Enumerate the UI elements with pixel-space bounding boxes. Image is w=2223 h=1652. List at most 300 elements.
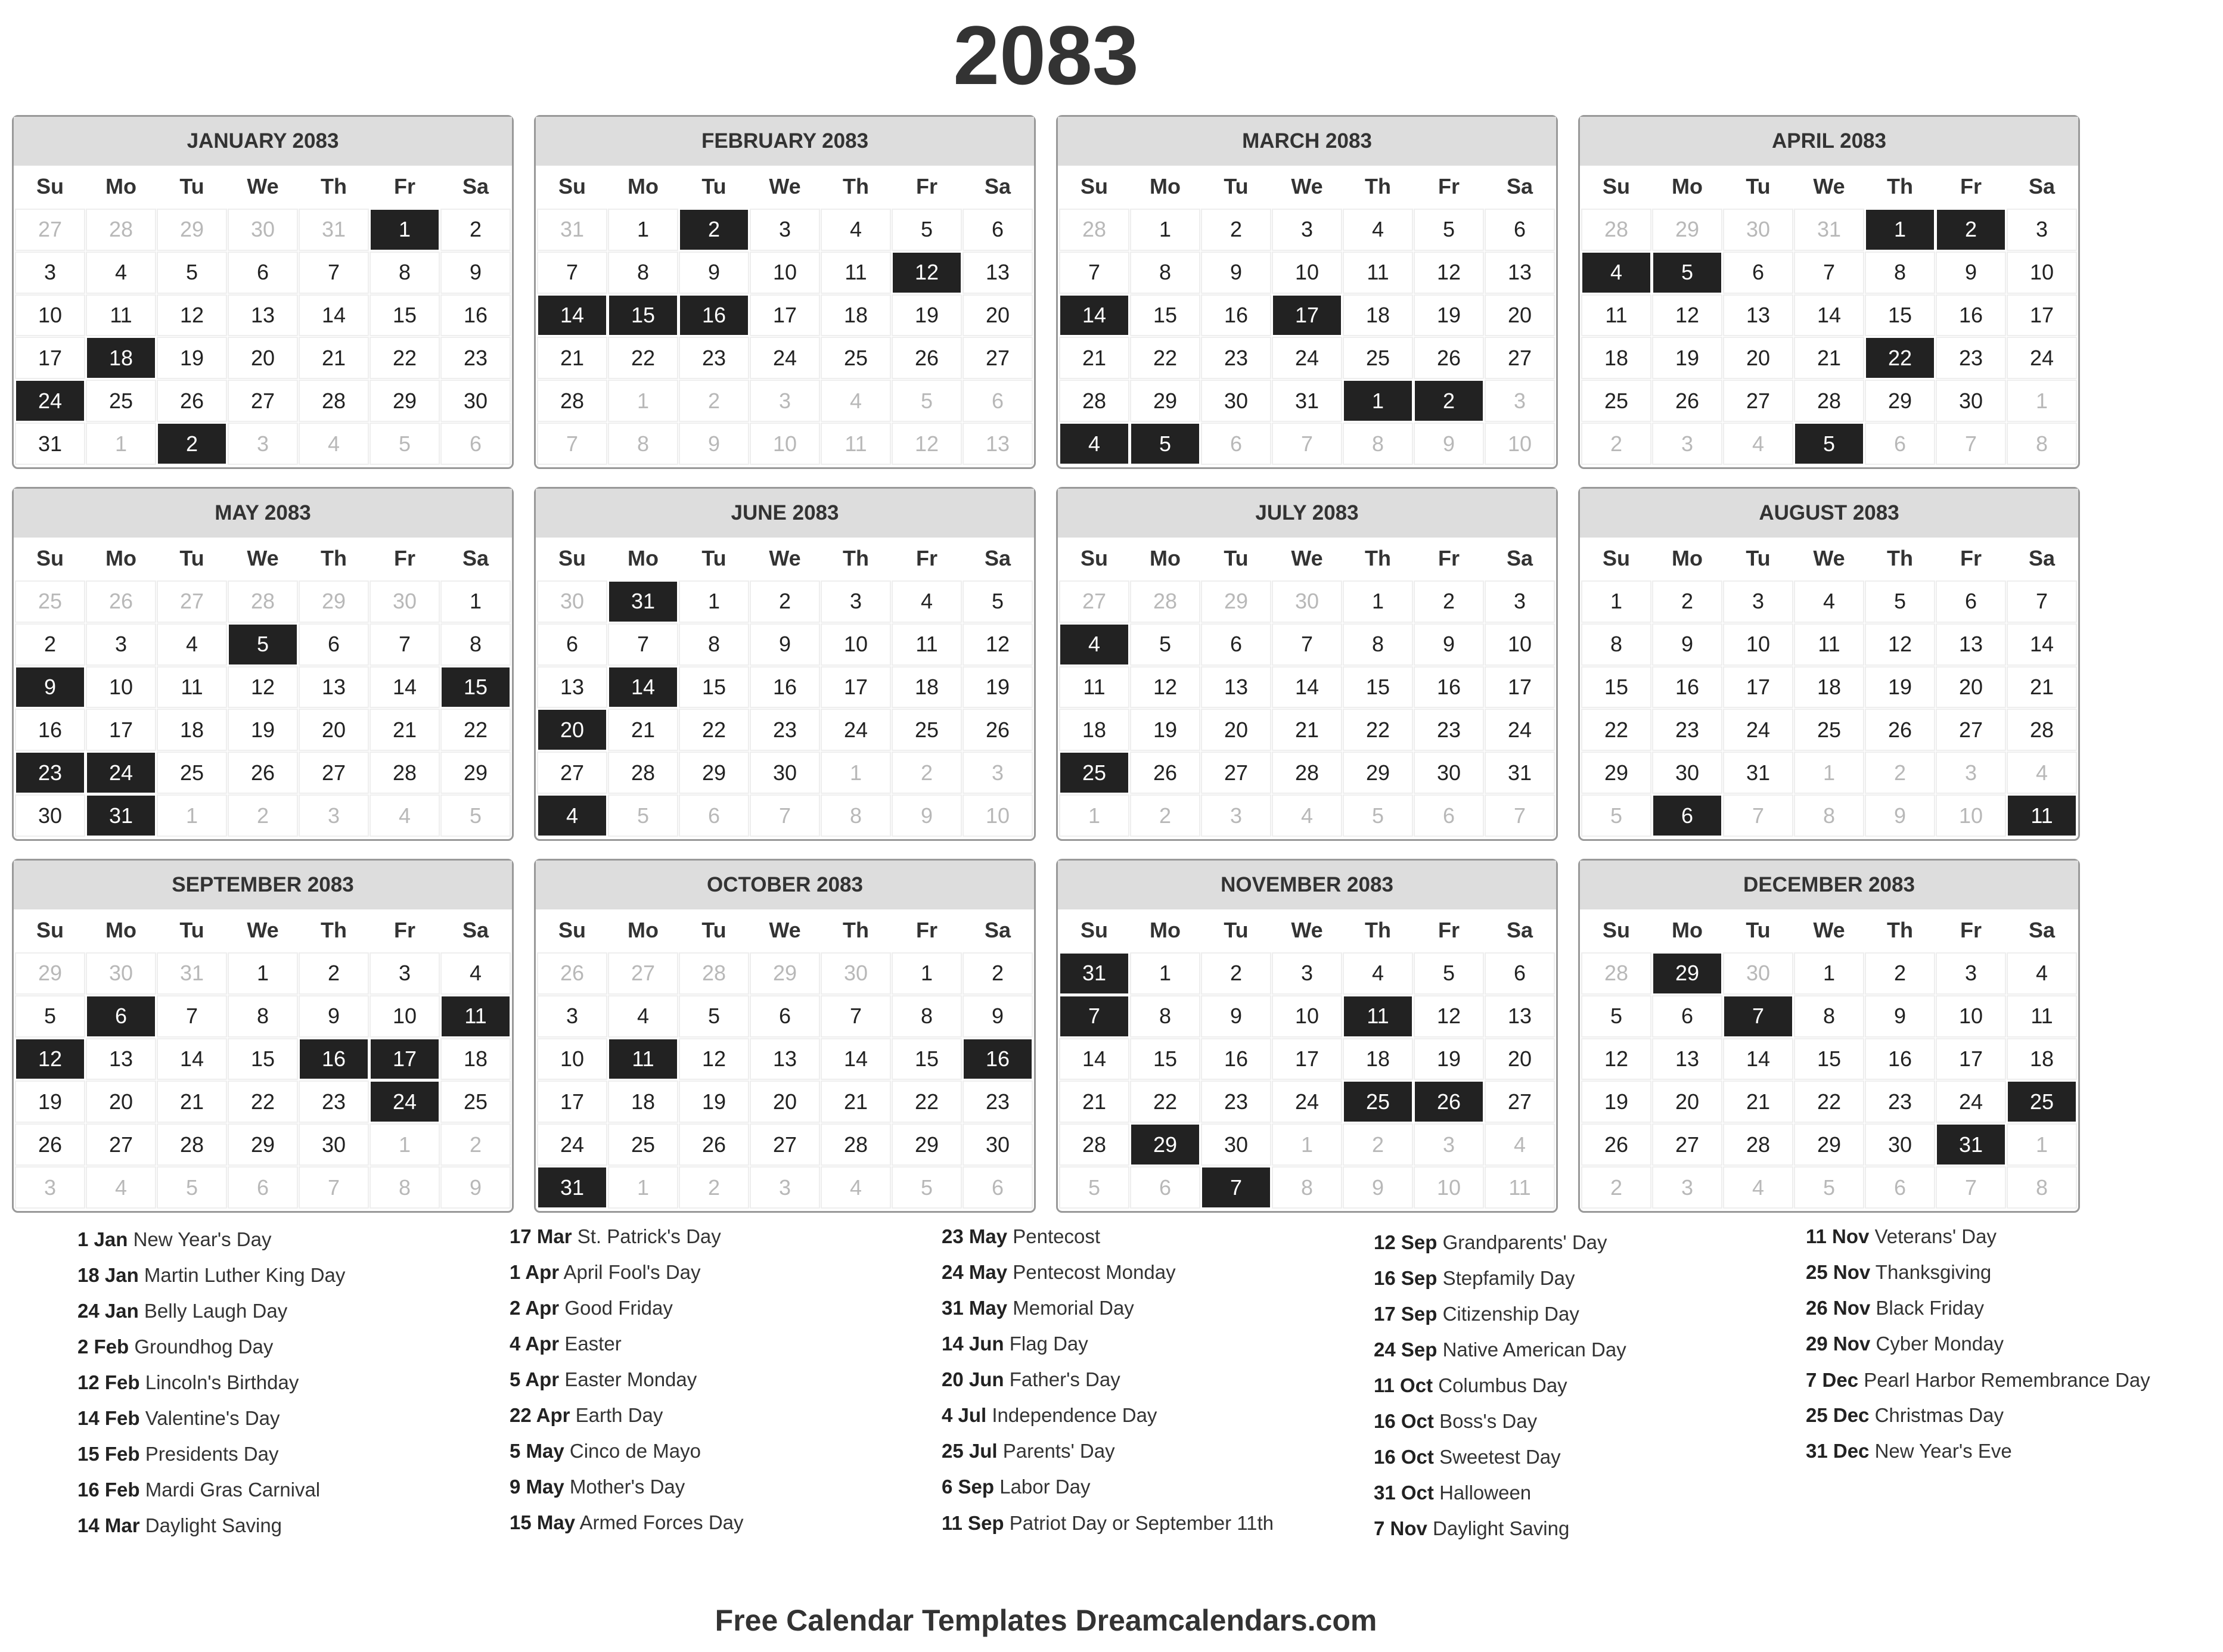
weekday-header: Fr [916,546,937,571]
weekday-header: Tu [1746,546,1771,571]
month-title: OCTOBER 2083 [536,861,1034,909]
day-cell: 28 [1060,1125,1128,1165]
day-cell: 7 [538,253,606,293]
weekday-header: Tu [179,174,204,199]
adjacent-month-day-cell: 4 [1273,796,1341,836]
holiday-name: St. Patrick's Day [577,1225,721,1247]
adjacent-month-day-cell: 5 [1060,1167,1128,1207]
day-cell: 6 [229,253,297,293]
adjacent-month-day-cell: 8 [609,424,677,464]
holiday-name: Lincoln's Birthday [145,1371,299,1393]
weekday-header: Tu [701,918,726,943]
adjacent-month-day-cell: 7 [1273,424,1341,464]
day-cell: 12 [1415,996,1483,1036]
day-cell: 29 [680,753,748,793]
day-cell: 28 [158,1125,226,1165]
adjacent-month-day-cell: 9 [1866,796,1934,836]
day-cell: 26 [1582,1125,1650,1165]
day-cell: 23 [751,710,819,750]
weekday-header: We [1291,918,1323,943]
day-cell: 21 [1724,1082,1792,1122]
day-cell: 3 [16,253,84,293]
weekday-header: Th [1365,918,1391,943]
day-cell: 17 [538,1082,606,1122]
day-cell: 20 [1937,667,2005,707]
day-cell: 24 [1273,1082,1341,1122]
adjacent-month-day-cell: 9 [1344,1167,1412,1207]
day-cell: 30 [1653,753,1721,793]
holiday-day-cell: 29 [1131,1125,1199,1165]
holiday-item [510,1469,927,1505]
day-cell: 8 [1131,253,1199,293]
holiday-item [510,1362,927,1398]
adjacent-month-day-cell: 1 [2008,381,2076,421]
day-cell: 2 [300,954,368,993]
holiday-date: 11 Oct [1374,1374,1433,1396]
weekday-header: We [769,918,801,943]
day-cell: 4 [442,954,510,993]
day-cell: 30 [442,381,510,421]
day-cell: 28 [538,381,606,421]
weekday-header: Th [1365,174,1391,199]
day-cell: 18 [893,667,961,707]
adjacent-month-day-cell: 6 [1415,796,1483,836]
holiday-date: 1 Jan [77,1228,128,1250]
day-cell: 13 [1724,296,1792,336]
holiday-name: Veterans' Day [1874,1225,1997,1247]
holiday-day-cell: 1 [371,210,439,250]
adjacent-month-day-cell: 8 [2008,424,2076,464]
holiday-item [77,1472,495,1508]
holiday-day-cell: 16 [680,296,748,336]
adjacent-month-day-cell: 31 [1795,210,1863,250]
day-cell: 10 [1486,625,1554,664]
holiday-day-cell: 5 [229,625,297,664]
day-cell: 25 [1344,338,1412,378]
adjacent-month-day-cell: 1 [87,424,155,464]
day-cell: 21 [822,1082,890,1122]
footer-prefix: Free Calendar Templates [715,1604,1067,1637]
holiday-day-cell: 11 [1344,996,1412,1036]
weekday-header: Th [843,174,869,199]
adjacent-month-day-cell: 2 [229,796,297,836]
adjacent-month-day-cell: 4 [87,1167,155,1207]
day-cell: 16 [751,667,819,707]
day-cell: 30 [964,1125,1032,1165]
day-cell: 6 [538,625,606,664]
adjacent-month-day-cell: 7 [300,1167,368,1207]
adjacent-month-day-cell: 4 [2008,753,2076,793]
day-cell: 5 [1131,625,1199,664]
adjacent-month-day-cell: 3 [1653,1167,1721,1207]
holiday-day-cell: 31 [1060,954,1128,993]
day-cell: 12 [1582,1039,1650,1079]
holiday-name: Presidents Day [145,1443,279,1465]
day-cell: 28 [300,381,368,421]
holiday-item [1374,1475,1791,1511]
day-cell: 21 [300,338,368,378]
adjacent-month-day-cell: 25 [16,582,84,622]
day-cell: 1 [1344,582,1412,622]
holiday-day-cell: 2 [158,424,226,464]
month-calendar [534,859,1036,1213]
month-calendar [12,487,514,841]
adjacent-month-day-cell: 6 [229,1167,297,1207]
adjacent-month-day-cell: 3 [1653,424,1721,464]
holiday-day-cell: 24 [371,1082,439,1122]
day-cell: 21 [1060,338,1128,378]
holiday-day-cell: 11 [2008,796,2076,836]
day-cell: 20 [229,338,297,378]
holiday-name: New Year's Day [133,1228,272,1250]
holiday-day-cell: 5 [1653,253,1721,293]
holiday-date: 17 Mar [510,1225,572,1247]
adjacent-month-day-cell: 7 [751,796,819,836]
day-cell: 19 [1582,1082,1650,1122]
day-cell: 28 [822,1125,890,1165]
holiday-date: 20 Jun [942,1368,1004,1390]
adjacent-month-day-cell: 8 [371,1167,439,1207]
adjacent-month-day-cell: 28 [1131,582,1199,622]
adjacent-month-day-cell: 26 [87,582,155,622]
day-cell: 1 [1131,954,1199,993]
day-cell: 21 [538,338,606,378]
month-day-grid [14,538,512,839]
day-cell: 9 [442,253,510,293]
adjacent-month-day-cell: 28 [1582,954,1650,993]
holiday-day-cell: 18 [87,338,155,378]
adjacent-month-day-cell: 27 [16,210,84,250]
adjacent-month-day-cell: 28 [87,210,155,250]
weekday-header: We [247,174,279,199]
holiday-name: Native American Day [1442,1339,1626,1361]
holiday-item [1374,1260,1791,1296]
day-cell: 26 [1131,753,1199,793]
holiday-column [510,1219,927,1541]
day-cell: 8 [1582,625,1650,664]
adjacent-month-day-cell: 29 [1202,582,1270,622]
weekday-header: We [1813,174,1845,199]
adjacent-month-day-cell: 6 [964,381,1032,421]
weekday-header: Su [1602,918,1630,943]
adjacent-month-day-cell: 31 [300,210,368,250]
holiday-name: Daylight Saving [1433,1517,1570,1539]
day-cell: 23 [680,338,748,378]
adjacent-month-day-cell: 30 [1724,954,1792,993]
holiday-name: Black Friday [1876,1297,1984,1319]
weekday-header: Fr [1438,546,1460,571]
holiday-name: Mardi Gras Carnival [145,1479,321,1501]
holiday-date: 2 Feb [77,1336,129,1358]
day-cell: 11 [1795,625,1863,664]
adjacent-month-day-cell: 29 [158,210,226,250]
adjacent-month-day-cell: 3 [1202,796,1270,836]
day-cell: 8 [1866,253,1934,293]
adjacent-month-day-cell: 8 [1795,796,1863,836]
holiday-item [1374,1403,1791,1439]
month-title: DECEMBER 2083 [1580,861,2078,909]
holiday-name: Flag Day [1009,1333,1088,1355]
day-cell: 7 [158,996,226,1036]
holiday-date: 31 Oct [1374,1482,1434,1504]
day-cell: 11 [822,253,890,293]
day-cell: 28 [1795,381,1863,421]
holiday-date: 16 Oct [1374,1446,1434,1468]
day-cell: 1 [609,210,677,250]
day-cell: 7 [2008,582,2076,622]
day-cell: 6 [1202,625,1270,664]
day-cell: 1 [442,582,510,622]
day-cell: 6 [1724,253,1792,293]
day-cell: 5 [16,996,84,1036]
day-cell: 23 [1866,1082,1934,1122]
holiday-name: April Fool's Day [563,1261,701,1283]
day-cell: 10 [1273,253,1341,293]
holiday-item [1374,1368,1791,1403]
day-cell: 8 [371,253,439,293]
adjacent-month-day-cell: 8 [822,796,890,836]
day-cell: 13 [1937,625,2005,664]
adjacent-month-day-cell: 1 [1273,1125,1341,1165]
day-cell: 12 [1415,253,1483,293]
holiday-name: Stepfamily Day [1442,1267,1575,1289]
day-cell: 6 [751,996,819,1036]
holiday-item [1806,1433,2223,1469]
day-cell: 2 [964,954,1032,993]
holiday-day-cell: 1 [1866,210,1934,250]
holiday-date: 18 Jan [77,1264,139,1286]
month-title: FEBRUARY 2083 [536,117,1034,166]
day-cell: 20 [1653,1082,1721,1122]
weekday-header: Th [321,174,347,199]
day-cell: 22 [609,338,677,378]
month-calendar [12,115,514,469]
day-cell: 3 [822,582,890,622]
day-cell: 1 [229,954,297,993]
holiday-item [77,1436,495,1472]
holiday-day-cell: 29 [1653,954,1721,993]
weekday-header: We [1291,174,1323,199]
weekday-header: Su [558,174,586,199]
holiday-day-cell: 15 [609,296,677,336]
day-cell: 15 [1795,1039,1863,1079]
weekday-header: Mo [1150,174,1181,199]
weekday-header: Su [1602,174,1630,199]
day-cell: 13 [300,667,368,707]
holiday-item [942,1290,1359,1326]
weekday-header: Th [843,918,869,943]
month-day-grid [1058,538,1556,839]
holiday-item [1374,1225,1791,1260]
day-cell: 10 [371,996,439,1036]
holiday-date: 4 Jul [942,1404,987,1426]
day-cell: 11 [1344,253,1412,293]
month-day-grid [536,538,1034,839]
day-cell: 10 [538,1039,606,1079]
holiday-item [510,1254,927,1290]
adjacent-month-day-cell: 30 [87,954,155,993]
day-cell: 24 [538,1125,606,1165]
day-cell: 16 [1415,667,1483,707]
day-cell: 28 [2008,710,2076,750]
weekday-header: Sa [2028,546,2056,571]
month-title: AUGUST 2083 [1580,489,2078,538]
day-cell: 16 [1202,296,1270,336]
holiday-date: 15 Feb [77,1443,140,1465]
day-cell: 5 [964,582,1032,622]
weekday-header: We [247,918,279,943]
adjacent-month-day-cell: 3 [1486,381,1554,421]
holiday-date: 25 Nov [1806,1261,1871,1283]
day-cell: 24 [1486,710,1554,750]
adjacent-month-day-cell: 11 [822,424,890,464]
adjacent-month-day-cell: 3 [300,796,368,836]
holiday-day-cell: 24 [16,381,84,421]
day-cell: 13 [1202,667,1270,707]
holiday-name: Labor Day [999,1476,1091,1498]
holiday-name: Grandparents' Day [1442,1231,1607,1253]
day-cell: 2 [1866,954,1934,993]
day-cell: 16 [1866,1039,1934,1079]
month-title: APRIL 2083 [1580,117,2078,166]
day-cell: 16 [442,296,510,336]
day-cell: 3 [2008,210,2076,250]
adjacent-month-day-cell: 10 [751,424,819,464]
month-title: JANUARY 2083 [14,117,512,166]
adjacent-month-day-cell: 31 [538,210,606,250]
adjacent-month-day-cell: 2 [1582,424,1650,464]
holiday-date: 5 May [510,1440,564,1462]
weekday-header: Sa [2028,174,2056,199]
adjacent-month-day-cell: 10 [1486,424,1554,464]
holiday-date: 16 Sep [1374,1267,1438,1289]
day-cell: 10 [1724,625,1792,664]
weekday-header: Tu [1746,918,1771,943]
holiday-day-cell: 14 [1060,296,1128,336]
holiday-day-cell: 11 [609,1039,677,1079]
adjacent-month-day-cell: 5 [1582,796,1650,836]
day-cell: 27 [1724,381,1792,421]
holiday-day-cell: 5 [1131,424,1199,464]
day-cell: 30 [1202,381,1270,421]
weekday-header: Fr [1960,918,1982,943]
adjacent-month-day-cell: 29 [751,954,819,993]
day-cell: 2 [1202,954,1270,993]
day-cell: 18 [158,710,226,750]
weekday-header: Su [1080,174,1108,199]
weekday-header: Sa [984,174,1011,199]
day-cell: 29 [1795,1125,1863,1165]
day-cell: 27 [964,338,1032,378]
month-day-grid [14,909,512,1211]
month-title: JULY 2083 [1058,489,1556,538]
holiday-day-cell: 4 [538,796,606,836]
adjacent-month-day-cell: 11 [1486,1167,1554,1207]
holiday-item [942,1398,1359,1433]
weekday-header: Mo [1672,174,1703,199]
month-calendar [12,859,514,1213]
day-cell: 3 [371,954,439,993]
day-cell: 17 [2008,296,2076,336]
day-cell: 30 [1937,381,2005,421]
day-cell: 5 [1415,210,1483,250]
day-cell: 27 [1937,710,2005,750]
day-cell: 10 [1937,996,2005,1036]
day-cell: 6 [964,210,1032,250]
day-cell: 25 [158,753,226,793]
adjacent-month-day-cell: 2 [680,381,748,421]
holiday-date: 4 Apr [510,1333,560,1355]
day-cell: 9 [964,996,1032,1036]
day-cell: 31 [16,424,84,464]
holiday-item [510,1219,927,1254]
day-cell: 26 [1866,710,1934,750]
holiday-date: 12 Feb [77,1371,140,1393]
day-cell: 19 [964,667,1032,707]
holiday-date: 25 Jul [942,1440,998,1462]
adjacent-month-day-cell: 12 [893,424,961,464]
day-cell: 26 [680,1125,748,1165]
holiday-day-cell: 5 [1795,424,1863,464]
weekday-header: Tu [1746,174,1771,199]
adjacent-month-day-cell: 3 [964,753,1032,793]
day-cell: 31 [1273,381,1341,421]
holiday-day-cell: 9 [16,667,84,707]
weekday-header: We [769,174,801,199]
footer-site: Dreamcalendars.com [1075,1604,1377,1637]
weekday-header: Tu [179,918,204,943]
holiday-item [1374,1439,1791,1475]
holiday-item [942,1254,1359,1290]
adjacent-month-day-cell: 30 [1724,210,1792,250]
day-cell: 19 [1415,1039,1483,1079]
footer [0,1603,2092,1638]
day-cell: 28 [1724,1125,1792,1165]
holiday-day-cell: 12 [893,253,961,293]
day-cell: 10 [16,296,84,336]
day-cell: 21 [1273,710,1341,750]
adjacent-month-day-cell: 2 [1866,753,1934,793]
day-cell: 1 [1582,582,1650,622]
day-cell: 12 [1653,296,1721,336]
day-cell: 20 [964,296,1032,336]
weekday-header: Tu [1224,174,1249,199]
weekday-header: We [1813,918,1845,943]
day-cell: 11 [893,625,961,664]
weekday-header: Su [1080,546,1108,571]
weekday-header: Tu [1224,918,1249,943]
month-calendar [1056,487,1558,841]
holiday-date: 16 Oct [1374,1410,1434,1432]
holiday-day-cell: 6 [1653,796,1721,836]
day-cell: 28 [1060,381,1128,421]
holiday-name: Daylight Saving [145,1514,282,1536]
month-calendar [1578,487,2080,841]
weekday-header: Fr [1438,918,1460,943]
adjacent-month-day-cell: 5 [442,796,510,836]
adjacent-month-day-cell: 4 [822,381,890,421]
adjacent-month-day-cell: 2 [1582,1167,1650,1207]
adjacent-month-day-cell: 6 [1866,1167,1934,1207]
day-cell: 4 [1344,954,1412,993]
day-cell: 7 [1060,253,1128,293]
day-cell: 4 [2008,954,2076,993]
day-cell: 21 [371,710,439,750]
day-cell: 27 [87,1125,155,1165]
holiday-date: 17 Sep [1374,1303,1438,1325]
weekday-header: Sa [1506,546,1533,571]
month-calendar [1056,115,1558,469]
